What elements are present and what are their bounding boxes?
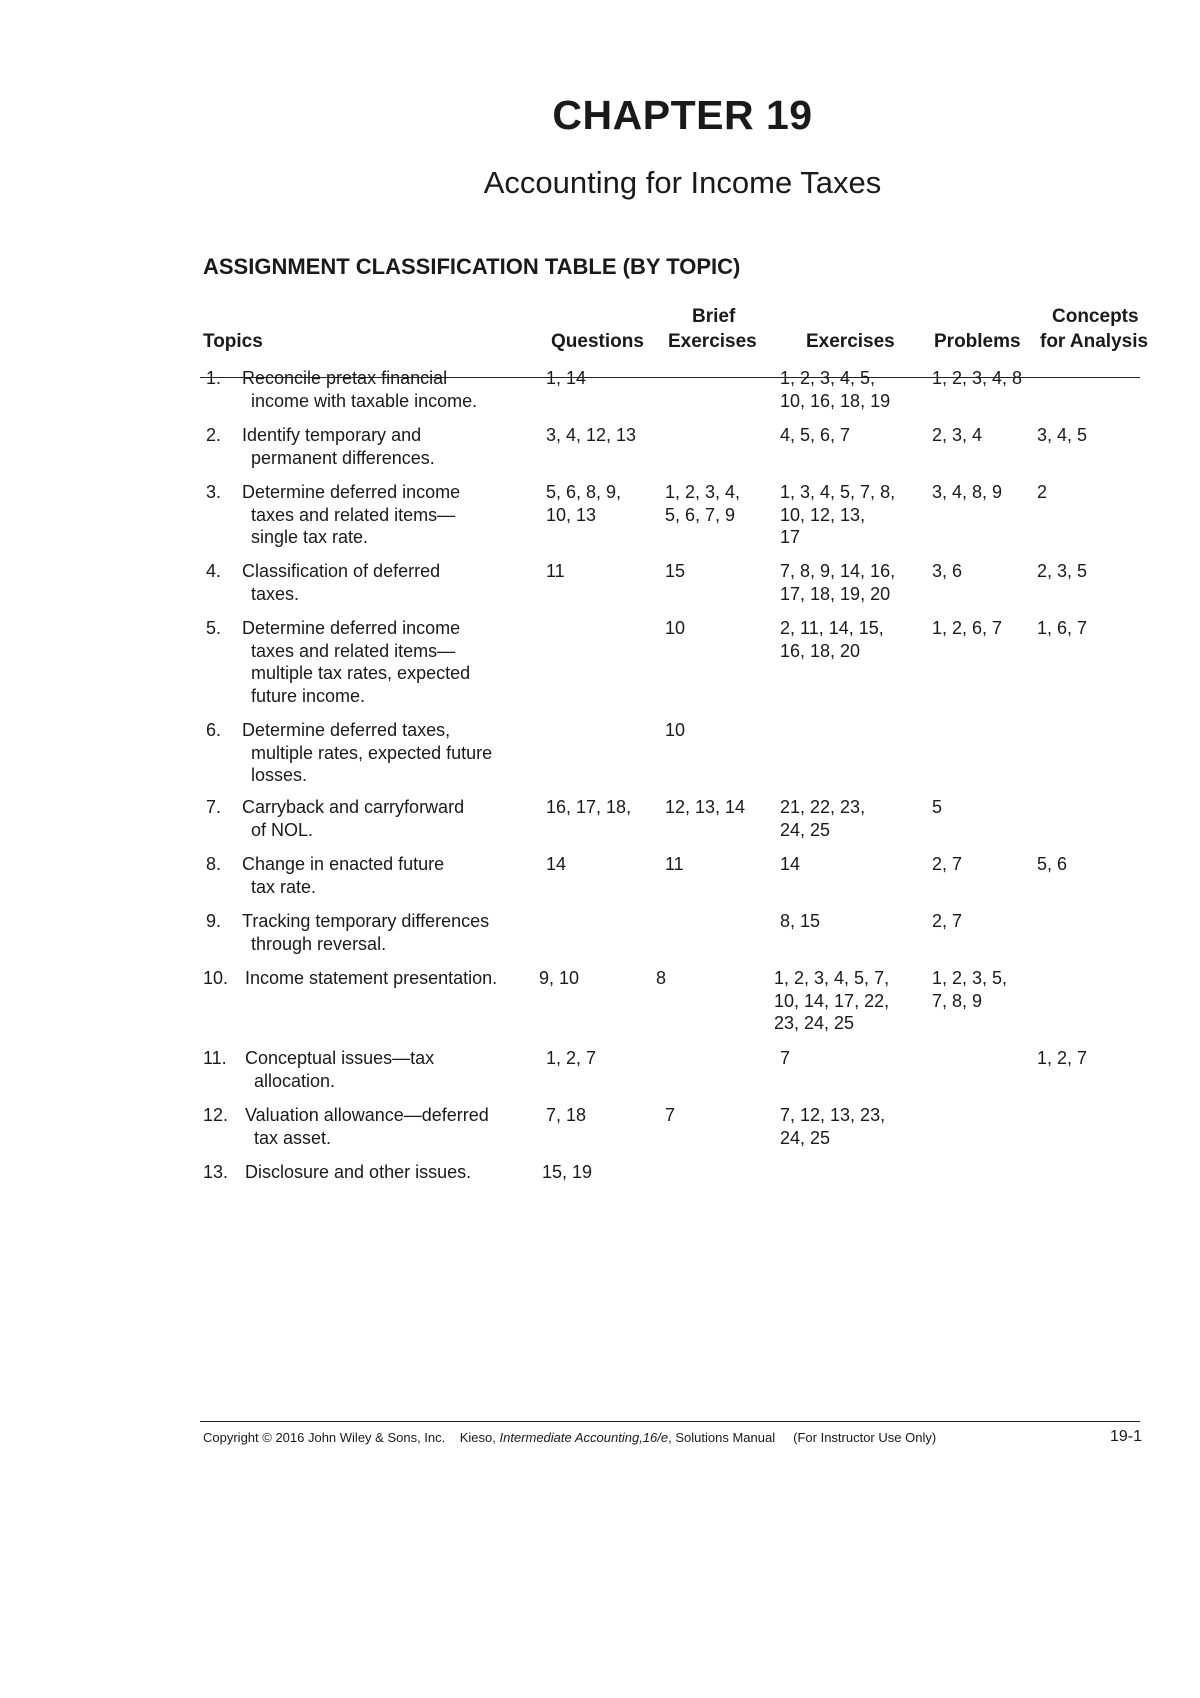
topic-number: 5. (206, 618, 222, 638)
problems-cell: 2, 7 (932, 854, 963, 874)
topic-description (242, 424, 435, 469)
topic-line: single tax rate. (251, 527, 369, 547)
problems-cell: 2, 7 (932, 911, 963, 931)
topic-description (242, 910, 489, 955)
topic-line: tax asset. (254, 1127, 332, 1148)
topic-line: multiple rates, expected future (251, 742, 493, 763)
topic-description (245, 1161, 471, 1184)
questions-cell: 15, 19 (542, 1162, 593, 1182)
table-heading: ASSIGNMENT CLASSIFICATION TABLE (BY TOPIC) (203, 254, 741, 279)
footer-book-title: Intermediate Accounting,16/e (499, 1430, 669, 1445)
brief-cell: 15 (665, 561, 686, 581)
topic-description (245, 1104, 489, 1149)
exercises-cell: 4, 5, 6, 7 (780, 425, 851, 445)
problems-cell: 1, 2, 6, 7 (932, 618, 1003, 638)
concepts-cell: 5, 6 (1037, 854, 1068, 874)
topic-line: Change in enacted future (242, 854, 445, 874)
topic-line: Determine deferred income (242, 482, 461, 502)
exercises-cell: 7, 8, 9, 14, 16, (780, 561, 896, 581)
brief-cell: 1, 2, 3, 4, (665, 482, 741, 502)
exercises-cell: 14 (780, 854, 801, 874)
questions-cell: 14 (546, 854, 567, 874)
concepts-cell: 3, 4, 5 (1037, 425, 1088, 445)
footer-copyright: Copyright © 2016 John Wiley & Sons, Inc. (203, 1430, 446, 1445)
header-concepts-top: Concepts (1052, 306, 1139, 327)
topic-line: taxes. (251, 583, 300, 604)
problems-cell: 1, 2, 3, 5, (932, 968, 1008, 988)
header-exercises: Exercises (806, 331, 895, 352)
brief-cell: 10 (665, 618, 686, 638)
topic-line: Identify temporary and (242, 425, 422, 445)
footer-page-number: 19-1 (1110, 1428, 1143, 1445)
exercises-cell: 1, 2, 3, 4, 5, 7, (774, 968, 890, 988)
topic-number: 2. (206, 425, 222, 445)
topic-line: Tracking temporary differences (242, 911, 490, 931)
topic-number: 9. (206, 911, 222, 931)
footer-author: Kieso, (459, 1430, 496, 1445)
brief-cell: 8 (656, 968, 667, 988)
concepts-cell: 1, 6, 7 (1037, 618, 1088, 638)
topic-number: 3. (206, 482, 222, 502)
topic-line: taxes and related items— (251, 504, 456, 525)
problems-cell: 7, 8, 9 (932, 990, 983, 1011)
topic-line: allocation. (254, 1070, 336, 1091)
questions-cell: 1, 2, 7 (546, 1048, 597, 1068)
header-questions: Questions (551, 331, 644, 352)
brief-cell: 5, 6, 7, 9 (665, 504, 736, 525)
exercises-cell: 2, 11, 14, 15, (780, 618, 884, 638)
topic-number: 4. (206, 561, 222, 581)
topic-line: of NOL. (251, 819, 314, 840)
exercises-cell: 24, 25 (780, 1127, 831, 1148)
topic-number: 13. (203, 1162, 229, 1182)
topic-description (242, 367, 477, 412)
topic-description (245, 967, 497, 990)
topic-line: Disclosure and other issues. (245, 1162, 472, 1182)
exercises-cell: 1, 3, 4, 5, 7, 8, (780, 482, 896, 502)
topic-description (242, 719, 492, 787)
topic-line: Reconcile pretax financial (242, 368, 448, 388)
questions-cell: 5, 6, 8, 9, (546, 482, 622, 502)
questions-cell: 3, 4, 12, 13 (546, 425, 637, 445)
topic-number: 8. (206, 854, 222, 874)
exercises-cell: 10, 12, 13, (780, 504, 866, 525)
topic-line: Determine deferred taxes, (242, 720, 451, 740)
topic-description (242, 796, 464, 841)
topic-line: multiple tax rates, expected (251, 663, 471, 683)
footer-manual: , Solutions Manual (668, 1430, 776, 1445)
problems-cell: 2, 3, 4 (932, 425, 983, 445)
topic-line: Carryback and carryforward (242, 797, 465, 817)
topic-number: 10. (203, 968, 229, 988)
exercises-cell: 1, 2, 3, 4, 5, (780, 368, 876, 388)
topic-line: Income statement presentation. (245, 968, 498, 988)
problems-cell: 3, 4, 8, 9 (932, 482, 1003, 502)
chapter-subtitle: Accounting for Income Taxes (483, 165, 882, 200)
concepts-cell: 2, 3, 5 (1037, 561, 1088, 581)
topic-description (245, 1047, 434, 1092)
exercises-cell: 23, 24, 25 (774, 1013, 855, 1033)
topic-description (242, 853, 444, 898)
topic-line: losses. (251, 765, 308, 785)
questions-cell: 9, 10 (539, 968, 580, 988)
header-concepts-bottom: for Analysis (1040, 331, 1149, 352)
topic-description (242, 560, 440, 605)
questions-cell: 1, 14 (546, 368, 587, 388)
header-topics: Topics (203, 331, 263, 352)
brief-cell: 12, 13, 14 (665, 797, 746, 817)
chapter-title: CHAPTER 19 (552, 92, 813, 138)
topic-line: Conceptual issues—tax (245, 1048, 435, 1068)
topic-number: 7. (206, 797, 222, 817)
topic-description (242, 617, 470, 707)
footer-credits (203, 1430, 936, 1445)
brief-cell: 7 (665, 1105, 676, 1125)
topic-description (242, 481, 460, 549)
topic-number: 6. (206, 720, 222, 740)
problems-cell: 1, 2, 3, 4, 8 (932, 368, 1023, 388)
exercises-cell: 24, 25 (780, 819, 831, 840)
topic-line: tax rate. (251, 876, 317, 897)
topic-line: income with taxable income. (251, 390, 478, 411)
brief-cell: 10 (665, 720, 686, 740)
topic-number: 1. (206, 368, 222, 388)
questions-cell: 16, 17, 18, (546, 797, 632, 817)
exercises-cell: 7 (780, 1048, 791, 1068)
header-problems: Problems (934, 331, 1021, 352)
questions-cell: 11 (546, 561, 565, 581)
topic-number: 12. (203, 1105, 229, 1125)
exercises-cell: 10, 16, 18, 19 (780, 390, 891, 411)
exercises-cell: 17, 18, 19, 20 (780, 583, 891, 604)
questions-cell: 10, 13 (546, 504, 597, 525)
questions-cell: 7, 18 (546, 1105, 587, 1125)
exercises-cell: 17 (780, 527, 801, 547)
topic-line: permanent differences. (251, 447, 435, 468)
topic-line: taxes and related items— (251, 640, 456, 661)
exercises-cell: 7, 12, 13, 23, (780, 1105, 886, 1125)
topic-number: 11. (203, 1048, 227, 1068)
topic-line: Valuation allowance—deferred (245, 1105, 489, 1125)
topic-line: future income. (251, 685, 366, 706)
exercises-cell: 16, 18, 20 (780, 640, 861, 661)
concepts-cell: 2 (1037, 482, 1048, 502)
topic-line: Classification of deferred (242, 561, 441, 581)
brief-cell: 11 (665, 854, 684, 874)
problems-cell: 5 (932, 797, 943, 817)
footer-rule (200, 1421, 1140, 1422)
topic-line: Determine deferred income (242, 618, 461, 638)
concepts-cell: 1, 2, 7 (1037, 1048, 1088, 1068)
exercises-cell: 10, 14, 17, 22, (774, 990, 890, 1011)
header-brief-bottom: Exercises (668, 331, 757, 352)
exercises-cell: 21, 22, 23, (780, 797, 866, 817)
header-brief-top: Brief (692, 306, 736, 327)
topic-line: through reversal. (251, 933, 387, 954)
footer-note: (For Instructor Use Only) (793, 1430, 937, 1445)
problems-cell: 3, 6 (932, 561, 963, 581)
exercises-cell: 8, 15 (780, 911, 821, 931)
